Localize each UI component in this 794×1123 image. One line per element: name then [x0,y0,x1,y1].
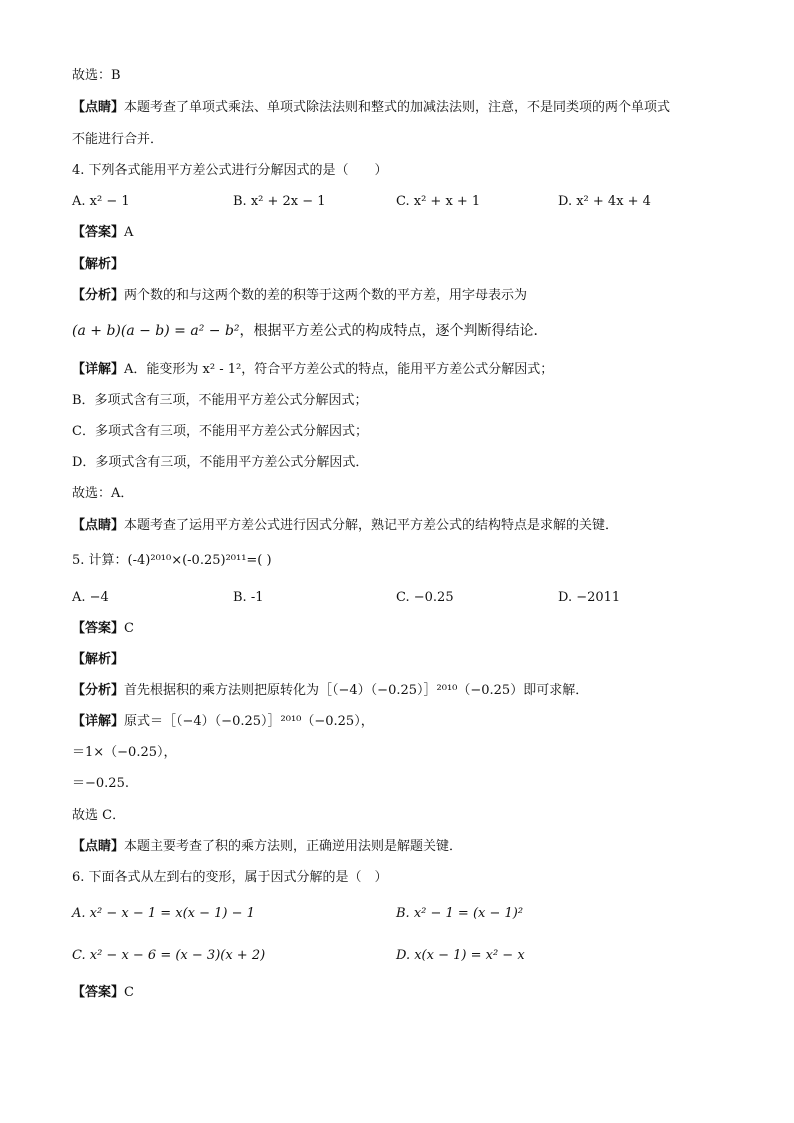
fenxi-tag: 【分析】 [72,683,125,698]
q4-stem: 4. 下列各式能用平方差公式进行分解因式的是（ ） [72,163,388,178]
answer-value: A [124,225,134,240]
detail-a-text: A．能变形为 x² - 1²，符合平方差公式的特点，能用平方差公式分解因式； [124,362,554,377]
comment-text: 本题考查了单项式乘法、单项式除法法则和整式的加减法法则，注意，不是同类项的两个单项式 [124,100,671,115]
q5-option-d: D. −2011 [558,590,621,605]
q6-option-b: B. x² − 1 = (x − 1)² [396,906,524,921]
comment-tag: 【点睛】 [72,839,125,854]
answer-value: C [124,985,134,1000]
q4-option-d: D. x² + 4x + 4 [558,194,651,209]
detail-tag: 【详解】 [72,714,125,729]
q4-answer-line [72,225,133,241]
comment-tag: 【点睛】 [72,100,125,115]
q5-stem [72,553,272,569]
detail-text: 原式＝［（−4）（−0.25）］²⁰¹⁰（−0.25）， [124,714,374,729]
answer-tag: 【答案】 [72,621,125,636]
analysis-tag: 【解析】 [72,257,125,272]
q5-answer-line [72,621,134,637]
q3-comment-line-1 [72,100,670,116]
q5-option-b: B. -1 [233,590,264,605]
q5-comment-line [72,839,462,855]
q5-analysis-tag [72,652,124,668]
q5-option-c: C. −0.25 [396,590,454,605]
q4-option-a: A. x² − 1 [72,194,130,209]
q6-option-c: C. x² − x − 6 = (x − 3)(x + 2) [72,948,266,963]
formula: (a + b)(a − b) = a² − b² [72,323,240,339]
q5-choice: 故选 C． [72,808,126,823]
q4-detail-a [72,362,553,378]
q4-fenxi-line [72,288,527,304]
q4-comment-line [72,518,618,534]
q4-option-b: B. x² + 2x − 1 [233,194,326,209]
answer-tag: 【答案】 [72,985,125,1000]
answer-tag: 【答案】 [72,225,125,240]
fenxi-tag: 【分析】 [72,288,125,303]
answer-value: C [124,621,134,636]
q6-option-d: D. x(x − 1) = x² − x [396,948,525,963]
q6-answer-line [72,985,134,1001]
q5-detail-3: ＝−0.25. [72,776,129,791]
q5-option-a: A. −4 [72,590,109,605]
comment-text: 本题主要考查了积的乘方法则，正确逆用法则是解题关键． [124,839,463,854]
analysis-tag: 【解析】 [72,652,125,667]
q4-analysis-tag [72,257,124,273]
comment-text: 本题考查了运用平方差公式进行因式分解，熟记平方差公式的结构特点是求解的关键． [124,518,619,533]
stem-expression: (-4)²⁰¹⁰×(-0.25)²⁰¹¹=( ) [127,553,272,568]
q4-detail-b: B．多项式含有三项，不能用平方差公式分解因式； [72,393,368,408]
detail-tag: 【详解】 [72,362,125,377]
q4-detail-d: D．多项式含有三项，不能用平方差公式分解因式． [72,455,369,470]
q6-option-a: A. x² − x − 1 = x(x − 1) − 1 [72,906,255,921]
formula-tail: ，根据平方差公式的构成特点，逐个判断得结论． [239,323,548,339]
q3-comment-line-2: 不能进行合并． [72,132,164,147]
q4-choice: 故选：A． [72,486,134,501]
q5-fenxi-line [72,683,588,699]
comment-tag: 【点睛】 [72,518,125,533]
q4-option-c: C. x² + x + 1 [396,194,481,209]
q5-detail-1 [72,714,374,730]
q4-detail-c: C．多项式含有三项，不能用平方差公式分解因式； [72,424,368,439]
q5-detail-2: ＝1×（−0.25）， [72,745,177,760]
fenxi-text: 首先根据积的乘方法则把原转化为［（−4）（−0.25）］²⁰¹⁰（−0.25）即可求解． [124,683,589,698]
q6-stem: 6. 下面各式从左到右的变形，属于因式分解的是（ ） [72,870,388,885]
fenxi-text: 两个数的和与这两个数的差的积等于这两个数的平方差，用字母表示为 [124,288,528,303]
q3-answer-line: 故选：B [72,68,121,83]
stem-prefix: 5. 计算： [72,553,128,568]
q4-formula-line [72,323,548,339]
